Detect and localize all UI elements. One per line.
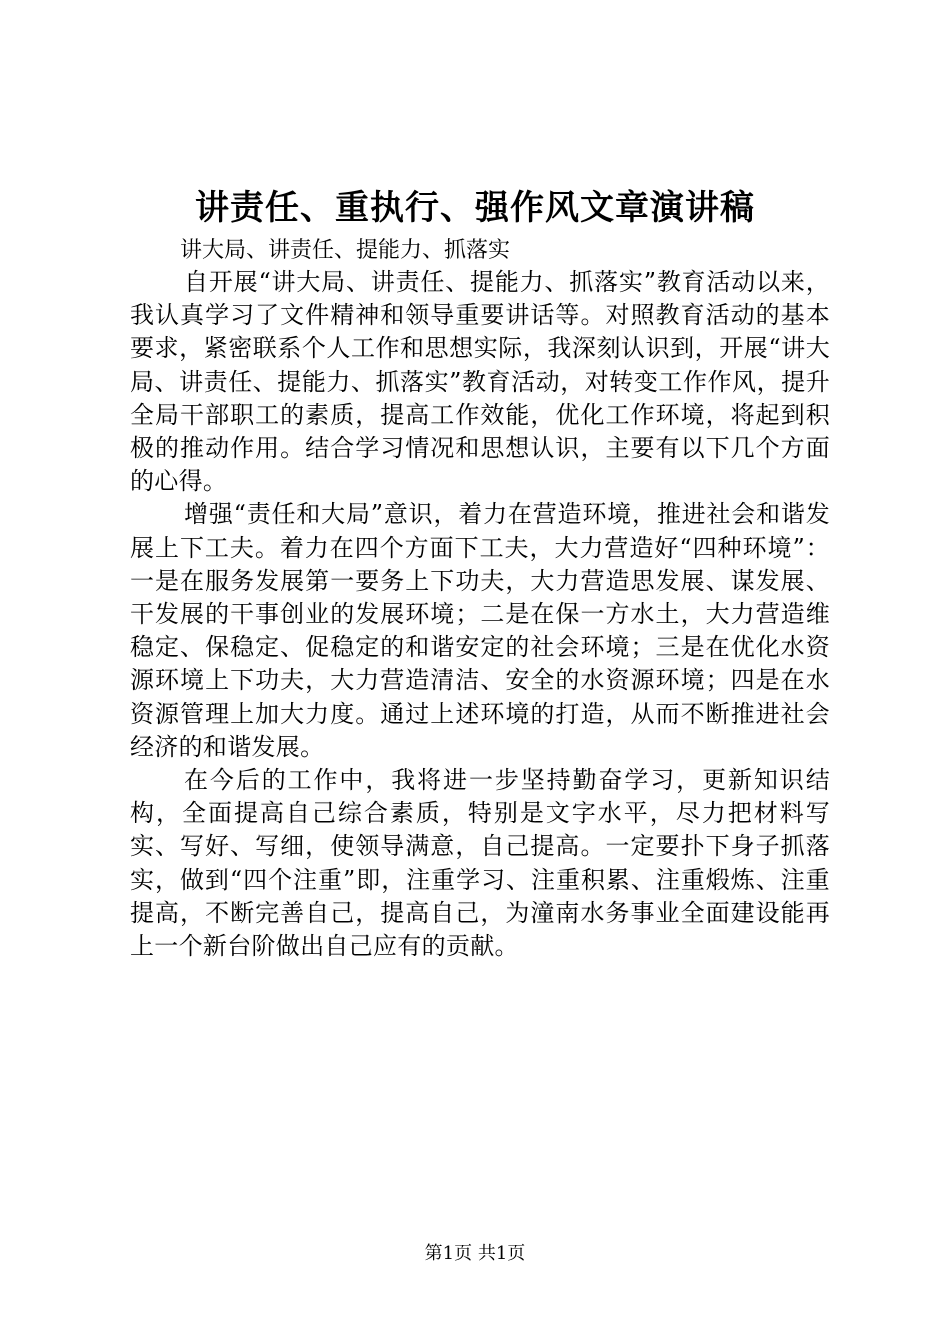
- paragraph-3: 在今后的工作中，我将进一步坚持勤奋学习，更新知识结构，全面提高自己综合素质，特别是文字水平，尽力把材料写实、写好、写细，使领导满意，自己提高。一定要扑下身子抓落实，做到“四个注重”即，注重学习、注重积累、注重煅炼、注重提高，不断完善自己，提高自己，为潼南水务事业全面建设能再上一个新台阶做出自己应有的贡献。: [130, 766, 830, 961]
- paragraph-1: 自开展“讲大局、讲责任、提能力、抓落实”教育活动以来，我认真学习了文件精神和领导重要讲话等。对照教育活动的基本要求，紧密联系个人工作和思想实际，我深刻认识到，开展“讲大局、讲责任、提能力、抓落实”教育活动，对转变工作作风，提升全局干部职工的素质，提高工作效能，优化工作环境，将起到积极的推动作用。结合学习情况和思想认识，主要有以下几个方面的心得。: [130, 268, 830, 496]
- document-body: [130, 236, 830, 963]
- paragraph-2: 增强“责任和大局”意识，着力在营造环境，推进社会和谐发展上下工夫。着力在四个方面下工夫，大力营造好“四种环境”：一是在服务发展第一要务上下功夫，大力营造思发展、谋发展、干发展的干事创业的发展环境；二是在保一方水土，大力营造维稳定、保稳定、促稳定的和谐安定的社会环境；三是在优化水资源环境上下功夫，大力营造清洁、安全的水资源环境；四是在水资源管理上加大力度。通过上述环境的打造，从而不断推进社会经济的和谐发展。: [130, 500, 830, 761]
- page-footer: 第1页 共1页: [424, 1243, 526, 1264]
- document-subtitle: 讲大局、讲责任、提能力、抓落实: [180, 238, 511, 263]
- document-title: 讲责任、重执行、强作风文章演讲稿: [195, 188, 755, 228]
